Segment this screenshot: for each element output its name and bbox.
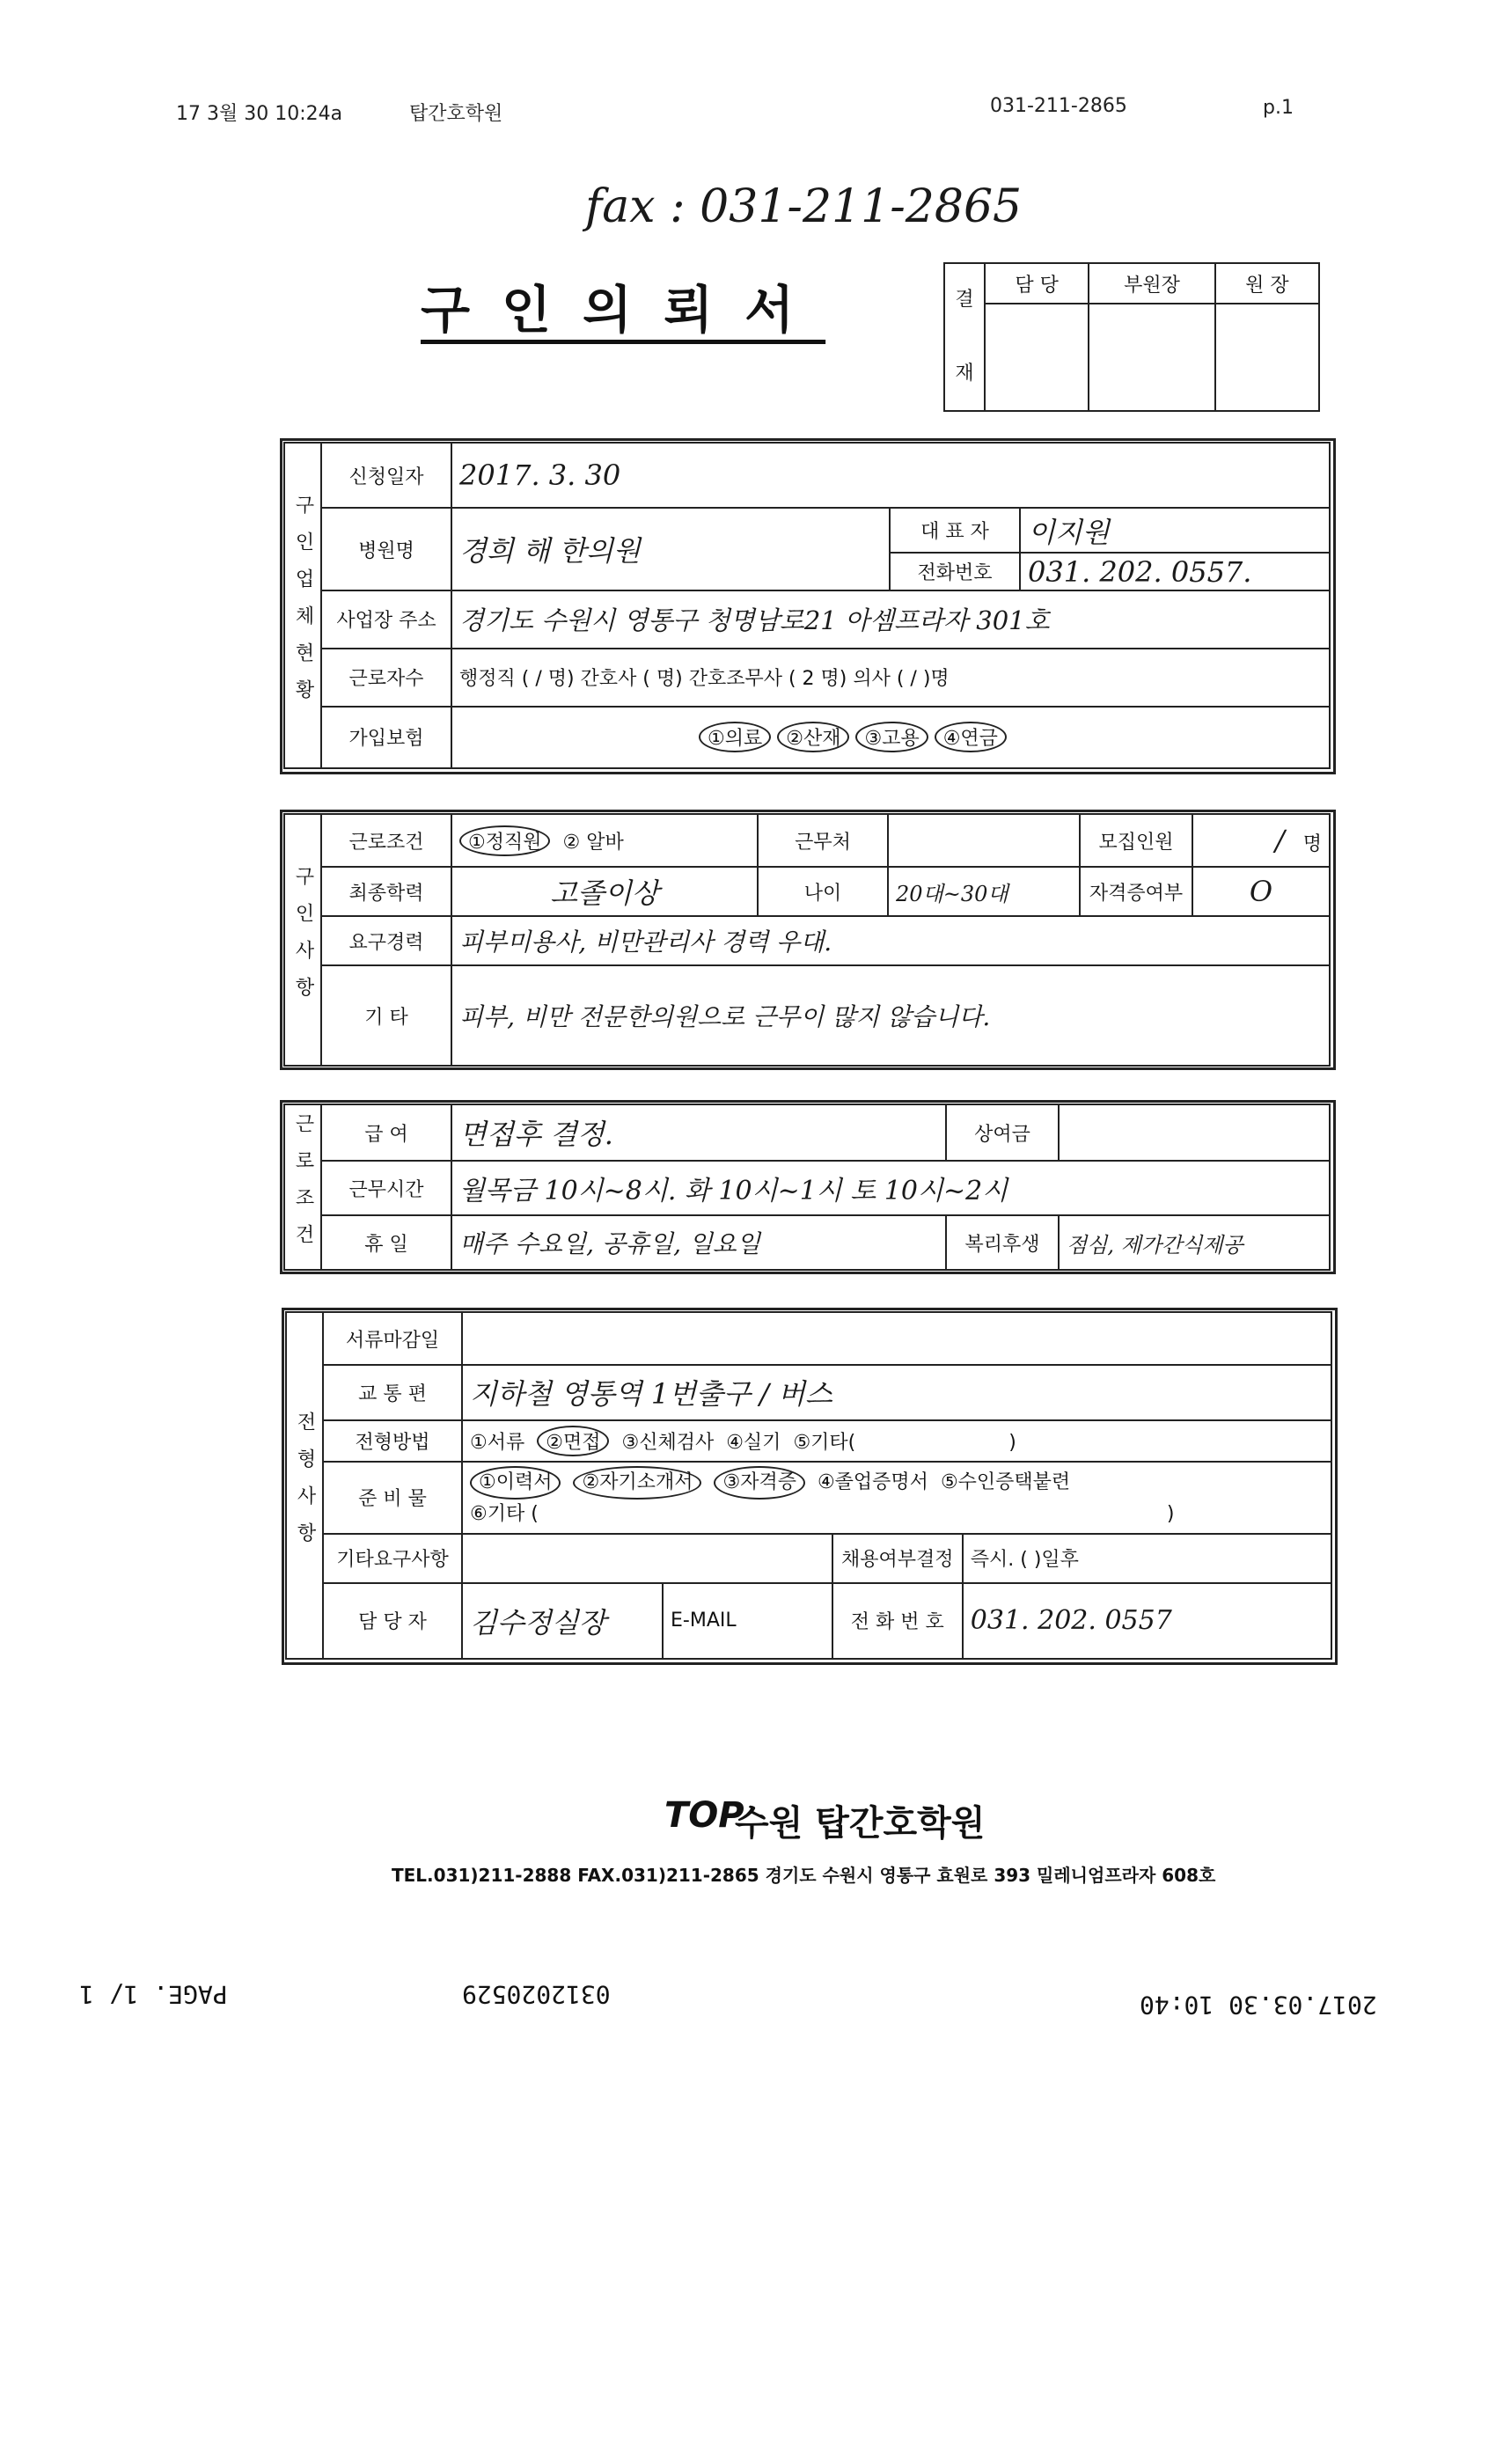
license-value: O bbox=[1192, 867, 1330, 916]
fax-footer-page: PAGE. 1/ 1 bbox=[79, 1980, 228, 2009]
fax-sender: 탑간호학원 bbox=[409, 103, 503, 125]
bonus-label: 상여금 bbox=[946, 1104, 1059, 1161]
doc-other-cert: ⑤수인증택붙련 bbox=[940, 1470, 1071, 1493]
holiday-value: 매주 수요일, 공휴일, 일요일 bbox=[451, 1215, 946, 1270]
license-label: 자격증여부 bbox=[1080, 867, 1192, 916]
apply-date-label: 신청일자 bbox=[321, 443, 451, 508]
approval-sign-1 bbox=[985, 304, 1089, 411]
age-value: 20대~30대 bbox=[888, 867, 1080, 916]
approval-col-staff: 담 당 bbox=[985, 263, 1089, 304]
email-cell bbox=[663, 1583, 832, 1659]
workplace-label: 근무처 bbox=[758, 814, 888, 867]
headcount-unit: 명 bbox=[1302, 833, 1322, 855]
approval-sign-2 bbox=[1089, 304, 1214, 411]
insurance-accident: ②산재 bbox=[777, 722, 849, 752]
apply-date-value: 2017. 3. 30 bbox=[451, 443, 1330, 508]
method-interview: ②면접 bbox=[537, 1426, 609, 1456]
other-req-label: 기타요구사항 bbox=[323, 1534, 462, 1583]
docs-label: 준 비 물 bbox=[323, 1462, 462, 1534]
other-req-value bbox=[462, 1534, 832, 1583]
recruit-etc-label: 기 타 bbox=[321, 965, 451, 1066]
phone-value: 031. 202. 0557. bbox=[1020, 553, 1330, 590]
recruit-section-label: 구인사항 bbox=[284, 814, 321, 1066]
method-practical: ④실기 bbox=[726, 1431, 781, 1454]
career-label: 요구경력 bbox=[321, 916, 451, 965]
method-other: ⑤기타( bbox=[793, 1431, 856, 1454]
insurance-employment: ③고용 bbox=[855, 722, 928, 752]
manager-cell bbox=[462, 1583, 663, 1659]
manager-label: 담 당 자 bbox=[323, 1583, 462, 1659]
hire-decision-value: 즉시. ( )일후 bbox=[963, 1534, 1331, 1583]
doc-self-intro: ②자기소개서 bbox=[573, 1466, 701, 1500]
selection-section-label: 전형사항 bbox=[286, 1312, 323, 1659]
work-type-label: 근로조건 bbox=[321, 814, 451, 867]
method-documents: ①서류 bbox=[470, 1431, 525, 1454]
hours-value: 월목금 10시~8시. 화 10시~1시 토 10시~2시 bbox=[451, 1161, 1330, 1215]
insurance-pension: ④연금 bbox=[935, 722, 1007, 752]
deadline-value bbox=[462, 1312, 1331, 1365]
welfare-value: 점심, 제가간식제공 bbox=[1059, 1215, 1330, 1270]
approval-col-director: 원 장 bbox=[1215, 263, 1319, 304]
method-physical: ③신체검사 bbox=[621, 1431, 715, 1454]
approval-side: 결 재 bbox=[944, 263, 985, 411]
tel-label: 전 화 번 호 bbox=[832, 1583, 963, 1659]
page-title: 구인의뢰서 bbox=[421, 280, 826, 340]
address-value: 경기도 수원시 영통구 청명남로21 아셈프라자 301호 bbox=[451, 590, 1330, 649]
school-contact: TEL.031)211-2888 FAX.031)211-2865 경기도 수원시 영통구 효원로 393 밀레니엄프라자 608호 bbox=[392, 1865, 1216, 1886]
representative-value: 이지원 bbox=[1020, 508, 1330, 553]
holiday-label: 휴 일 bbox=[321, 1215, 451, 1270]
transport-label: 교 통 편 bbox=[323, 1365, 462, 1419]
manager-value: 김수정실장 bbox=[470, 1605, 606, 1639]
school-logo: TOP bbox=[664, 1795, 744, 1836]
method-other-close: ) bbox=[1008, 1431, 1016, 1454]
representative-label: 대 표 자 bbox=[890, 508, 1020, 553]
recruit-table bbox=[283, 813, 1331, 1067]
method-options bbox=[462, 1420, 1331, 1462]
method-label: 전형방법 bbox=[323, 1420, 462, 1462]
work-table bbox=[283, 1104, 1331, 1271]
work-type-parttime: ② 알바 bbox=[562, 831, 624, 854]
work-type-options bbox=[451, 814, 758, 867]
insurance-medical: ①의료 bbox=[699, 722, 771, 752]
approval-col-vice: 부원장 bbox=[1089, 263, 1214, 304]
headcount-cell bbox=[1192, 814, 1330, 867]
transport-value: 지하철 영통역 1번출구 / 버스 bbox=[462, 1365, 1331, 1419]
email-label: E-MAIL bbox=[671, 1610, 737, 1632]
recruit-etc-value: 피부, 비만 전문한의원으로 근무이 많지 않습니다. bbox=[451, 965, 1330, 1066]
workplace-value bbox=[888, 814, 1080, 867]
hospital-name-value: 경희 해 한의원 bbox=[451, 508, 890, 590]
bonus-value bbox=[1059, 1104, 1330, 1161]
work-type-fulltime: ①정직원 bbox=[459, 825, 550, 856]
docs-options bbox=[462, 1462, 1331, 1534]
phone-label: 전화번호 bbox=[890, 553, 1020, 590]
work-section-label: 근로조건 bbox=[284, 1104, 321, 1270]
insurance-label: 가입보험 bbox=[321, 707, 451, 768]
selection-table bbox=[285, 1311, 1332, 1660]
fax-footer-number: 0312020529 bbox=[462, 1980, 611, 2009]
company-section-label: 구인업체현황 bbox=[284, 443, 321, 768]
doc-etc: ⑥기타 ( bbox=[470, 1502, 539, 1525]
insurance-options bbox=[451, 707, 1330, 768]
school-name: 수원 탑간호학원 bbox=[735, 1803, 986, 1844]
fax-datetime: 17 3월 30 10:24a bbox=[176, 103, 343, 125]
deadline-label: 서류마감일 bbox=[323, 1312, 462, 1365]
tel-value: 031. 202. 0557 bbox=[963, 1583, 1331, 1659]
salary-value: 면접후 결정. bbox=[451, 1104, 946, 1161]
company-table bbox=[283, 442, 1331, 769]
workers-label: 근로자수 bbox=[321, 649, 451, 707]
approval-box bbox=[943, 262, 1320, 412]
salary-label: 급 여 bbox=[321, 1104, 451, 1161]
hours-label: 근무시간 bbox=[321, 1161, 451, 1215]
age-label: 나이 bbox=[758, 867, 888, 916]
education-label: 최종학력 bbox=[321, 867, 451, 916]
approval-sign-3 bbox=[1215, 304, 1319, 411]
welfare-label: 복리후생 bbox=[946, 1215, 1059, 1270]
hire-decision-label: 채용여부결정 bbox=[832, 1534, 963, 1583]
doc-graduation: ④졸업증명서 bbox=[817, 1470, 928, 1493]
doc-resume: ①이력서 bbox=[470, 1466, 561, 1500]
workers-value: 행정직 ( / 명) 간호사 ( 명) 간호조무사 ( 2 명) 의사 ( / )명 bbox=[451, 649, 1330, 707]
doc-etc-close: ) bbox=[1166, 1502, 1175, 1525]
fax-page: p.1 bbox=[1263, 97, 1294, 119]
address-label: 사업장 주소 bbox=[321, 590, 451, 649]
headcount-label: 모집인원 bbox=[1080, 814, 1192, 867]
doc-certificate: ③자격증 bbox=[714, 1466, 804, 1500]
fax-number: 031-211-2865 bbox=[990, 95, 1127, 117]
education-value: 고졸이상 bbox=[451, 867, 758, 916]
headcount-value: / bbox=[1274, 824, 1285, 857]
hospital-name-label: 병원명 bbox=[321, 508, 451, 590]
career-value: 피부미용사, 비만관리사 경력 우대. bbox=[451, 916, 1330, 965]
fax-note: fax : 031-211-2865 bbox=[585, 180, 1023, 233]
fax-footer-datetime: 2017.03.30 10:40 bbox=[1140, 1991, 1377, 2020]
